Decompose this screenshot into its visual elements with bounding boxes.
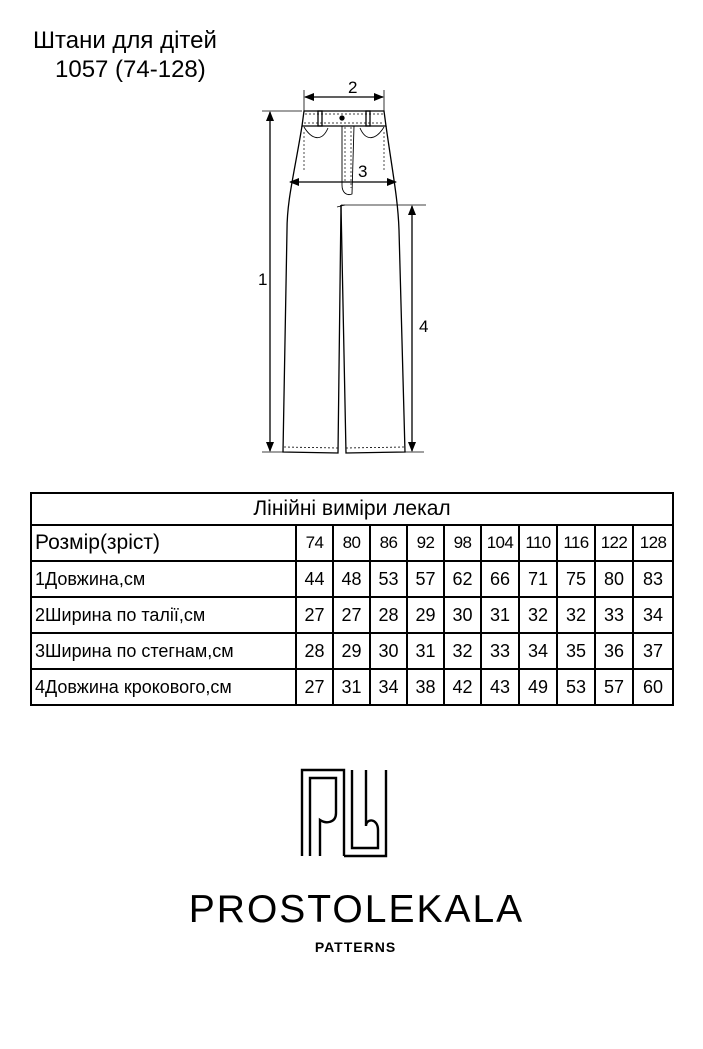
prostolekala-logo-icon [300,768,388,858]
size-cell: 86 [370,525,407,561]
value-cell: 30 [370,633,407,669]
table-row [31,561,673,597]
value-cell: 53 [370,561,407,597]
size-cell: 122 [595,525,633,561]
value-cell: 33 [595,597,633,633]
row-label: 3Ширина по стегнам,см [31,633,296,669]
value-cell: 27 [296,597,333,633]
value-cell: 29 [333,633,370,669]
size-cell: 128 [633,525,673,561]
brand-name: PROSTOLEKALA [188,888,525,931]
value-cell: 34 [519,633,557,669]
value-cell: 31 [407,633,444,669]
size-cell: 74 [296,525,333,561]
measure-waist [304,78,384,111]
value-cell: 48 [333,561,370,597]
value-cell: 62 [444,561,481,597]
measure-hip [290,162,396,182]
value-cell: 43 [481,669,519,705]
value-cell: 33 [481,633,519,669]
size-cell: 92 [407,525,444,561]
title-line-2: 1057 (74-128) [55,56,206,83]
size-cell: 116 [557,525,595,561]
value-cell: 32 [444,633,481,669]
size-cell: 80 [333,525,370,561]
value-cell: 32 [557,597,595,633]
table-row [31,633,673,669]
value-cell: 60 [633,669,673,705]
size-row [31,525,673,561]
value-cell: 80 [595,561,633,597]
value-cell: 44 [296,561,333,597]
size-label: Розмір(зріст) [31,525,296,561]
value-cell: 29 [407,597,444,633]
measurements-table [30,492,674,706]
row-label: 1Довжина,см [31,561,296,597]
table-row [31,597,673,633]
measure-1-label: 1 [258,270,268,289]
value-cell: 27 [296,669,333,705]
value-cell: 31 [481,597,519,633]
value-cell: 28 [296,633,333,669]
size-cell: 104 [481,525,519,561]
measure-3-label: 3 [358,162,368,181]
measure-4-label: 4 [419,317,429,336]
value-cell: 83 [633,561,673,597]
size-cell: 110 [519,525,557,561]
table-heading-row [31,493,673,525]
value-cell: 35 [557,633,595,669]
pants-technical-drawing [0,0,703,470]
value-cell: 30 [444,597,481,633]
row-label: 2Ширина по талії,см [31,597,296,633]
value-cell: 42 [444,669,481,705]
value-cell: 57 [407,561,444,597]
value-cell: 28 [370,597,407,633]
value-cell: 75 [557,561,595,597]
value-cell: 71 [519,561,557,597]
value-cell: 34 [633,597,673,633]
value-cell: 49 [519,669,557,705]
measure-inseam [341,205,428,452]
value-cell: 37 [633,633,673,669]
value-cell: 57 [595,669,633,705]
table-heading: Лінійні виміри лекал [31,493,673,525]
row-label: 4Довжина крокового,см [31,669,296,705]
value-cell: 32 [519,597,557,633]
size-cell: 98 [444,525,481,561]
value-cell: 53 [557,669,595,705]
value-cell: 27 [333,597,370,633]
title-line-1: Штани для дітей [33,27,217,54]
value-cell: 38 [407,669,444,705]
table-row [31,669,673,705]
brand-subtitle: PATTERNS [314,939,397,955]
value-cell: 34 [370,669,407,705]
pants-outline [283,111,405,453]
value-cell: 36 [595,633,633,669]
value-cell: 31 [333,669,370,705]
value-cell: 66 [481,561,519,597]
measure-2-label: 2 [348,78,358,97]
